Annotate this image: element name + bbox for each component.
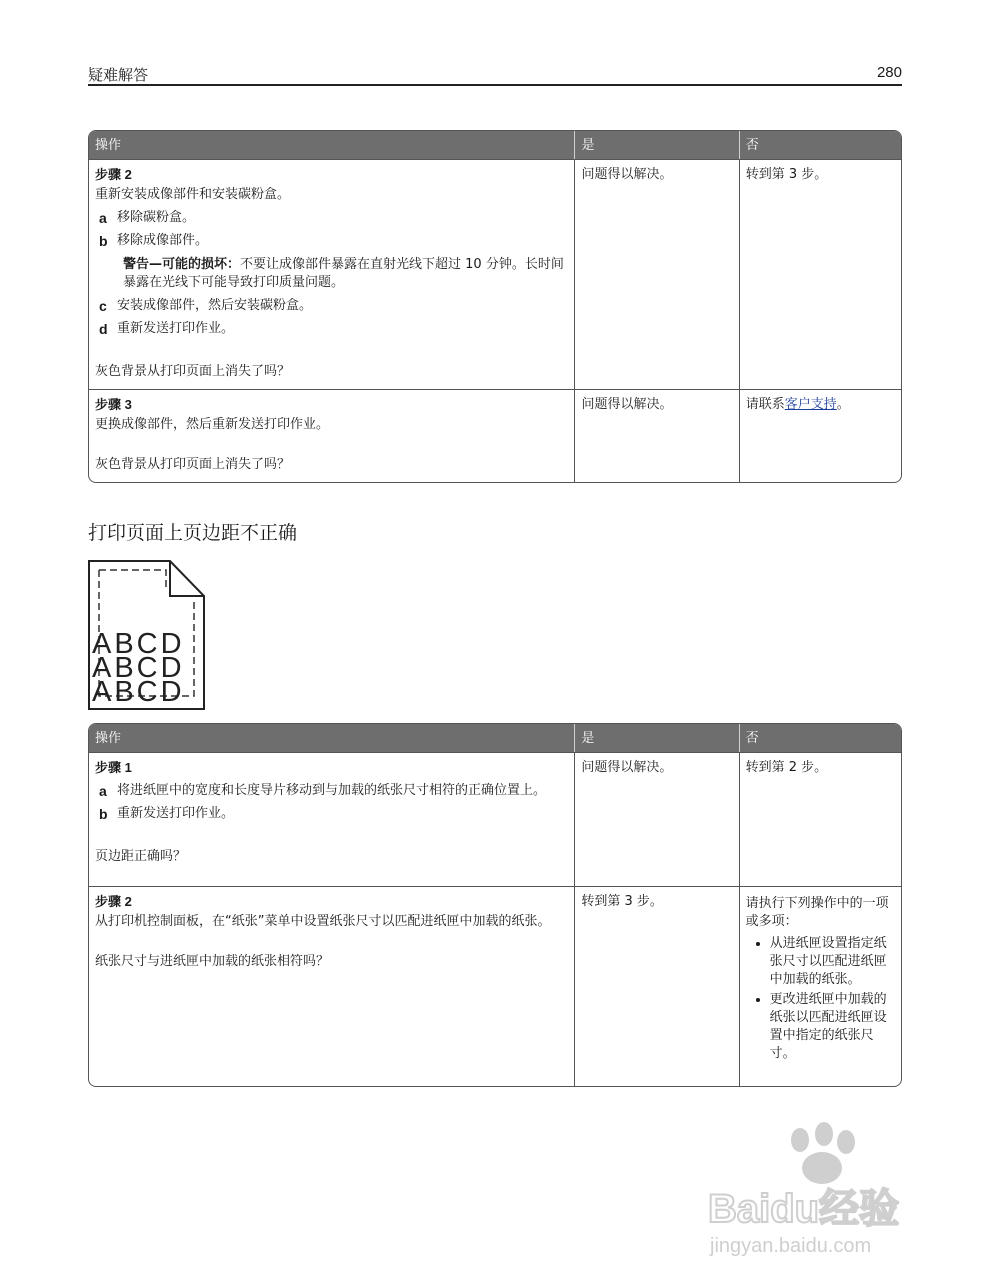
list-item: [95, 782, 569, 800]
list-item: [95, 297, 569, 315]
yes-cell: 问题得以解决。: [574, 159, 738, 389]
step-text: 从打印机控制面板，在“纸张”菜单中设置纸张尺寸以匹配进纸匣中加载的纸张。: [95, 914, 551, 929]
header-no: 否: [739, 724, 901, 752]
header-title: 疑难解答: [88, 66, 149, 84]
table-row: [89, 389, 901, 482]
step-question: 页边距正确吗？: [95, 849, 187, 864]
warning-text: 不要让成像部件暴露在直射光线下超过 10 分钟。长时间暴露在光线下可能导致打印质量问题。: [123, 257, 564, 290]
item-letter: d: [99, 321, 108, 337]
item-text: 将进纸匣中的宽度和长度导片移动到与加载的纸张尺寸相符的正确位置上。: [117, 783, 547, 798]
item-letter: b: [99, 806, 108, 822]
baidu-jingyan-watermark: [700, 1120, 940, 1260]
step-label: 步骤 1: [95, 760, 132, 775]
warning-note: [95, 256, 569, 292]
step-label: 步骤 3: [95, 397, 132, 412]
item-text: 移除成像部件。: [117, 233, 209, 248]
no-cell: [739, 389, 901, 482]
section-title: 打印页面上页边距不正确: [88, 522, 298, 544]
troubleshooting-table-1: [88, 130, 902, 483]
warning-label: 警告—可能的损坏：: [123, 257, 241, 272]
item-text: 重新发送打印作业。: [117, 806, 235, 821]
yes-cell: 转到第 3 步。: [574, 886, 738, 1086]
list-item: • 更改进纸匣中加载的纸张以匹配进纸匣设置中指定的纸张尺寸。: [770, 991, 896, 1063]
paw-icon: [791, 1122, 855, 1184]
no-cell: 转到第 2 步。: [739, 752, 901, 886]
action-cell: [89, 752, 574, 886]
yes-cell: 问题得以解决。: [574, 389, 738, 482]
header-yes: 是: [574, 724, 738, 752]
page-margin-illustration: [88, 560, 206, 710]
list-item: [95, 209, 569, 227]
no-intro: 请执行下列操作中的一项或多项：: [745, 896, 889, 929]
item-text: 安装成像部件，然后安装碳粉盒。: [117, 298, 313, 313]
troubleshooting-table-2: [88, 723, 902, 1087]
watermark-brand: Baidu经验: [708, 1187, 900, 1231]
no-cell: [739, 886, 901, 1086]
header-action: 操作: [89, 724, 574, 752]
watermark-url: jingyan.baidu.com: [710, 1235, 872, 1257]
sample-text-line: ABCD: [92, 628, 185, 660]
step-label: 步骤 2: [95, 167, 132, 182]
sample-text-line: ABCD: [92, 676, 185, 708]
action-cell: [89, 886, 574, 1086]
step-text: 更换成像部件，然后重新发送打印作业。: [95, 417, 330, 432]
sample-text-line: ABCD: [92, 652, 185, 684]
no-cell: 转到第 3 步。: [739, 159, 901, 389]
table-header-row: [89, 724, 901, 752]
step-intro: 重新安装成像部件和安装碳粉盒。: [95, 187, 291, 202]
item-letter: b: [99, 233, 108, 249]
action-cell: [89, 389, 574, 482]
list-item: [95, 805, 569, 823]
item-text: 重新发送打印作业。: [117, 321, 235, 336]
item-letter: a: [99, 210, 107, 226]
table-header-row: [89, 131, 901, 159]
header-no: 否: [739, 131, 901, 159]
item-text: 移除碳粉盒。: [117, 210, 196, 225]
step-question: 灰色背景从打印页面上消失了吗？: [95, 457, 291, 472]
yes-cell: 问题得以解决。: [574, 752, 738, 886]
header-yes: 是: [574, 131, 738, 159]
action-cell: [89, 159, 574, 389]
no-bullet-list: [746, 935, 896, 1063]
item-letter: c: [99, 298, 107, 314]
header-action: 操作: [89, 131, 574, 159]
page-header: [88, 62, 902, 86]
list-item: [95, 232, 569, 250]
step-label: 步骤 2: [95, 894, 132, 909]
no-prefix: 请联系: [745, 397, 785, 412]
step-question: 纸张尺寸与进纸匣中加载的纸张相符吗？: [95, 954, 330, 969]
step-question: 灰色背景从打印页面上消失了吗？: [95, 364, 291, 379]
customer-support-link[interactable]: 客户支持: [784, 397, 837, 412]
page-number: 280: [876, 64, 902, 81]
list-item: • 从进纸匣设置指定纸张尺寸以匹配进纸匣中加载的纸张。: [770, 935, 896, 989]
item-letter: a: [99, 783, 107, 799]
list-item: [95, 320, 569, 338]
table-row: [89, 752, 901, 886]
table-row: [89, 886, 901, 1086]
no-suffix: 。: [836, 397, 850, 412]
table-row: [89, 159, 901, 389]
